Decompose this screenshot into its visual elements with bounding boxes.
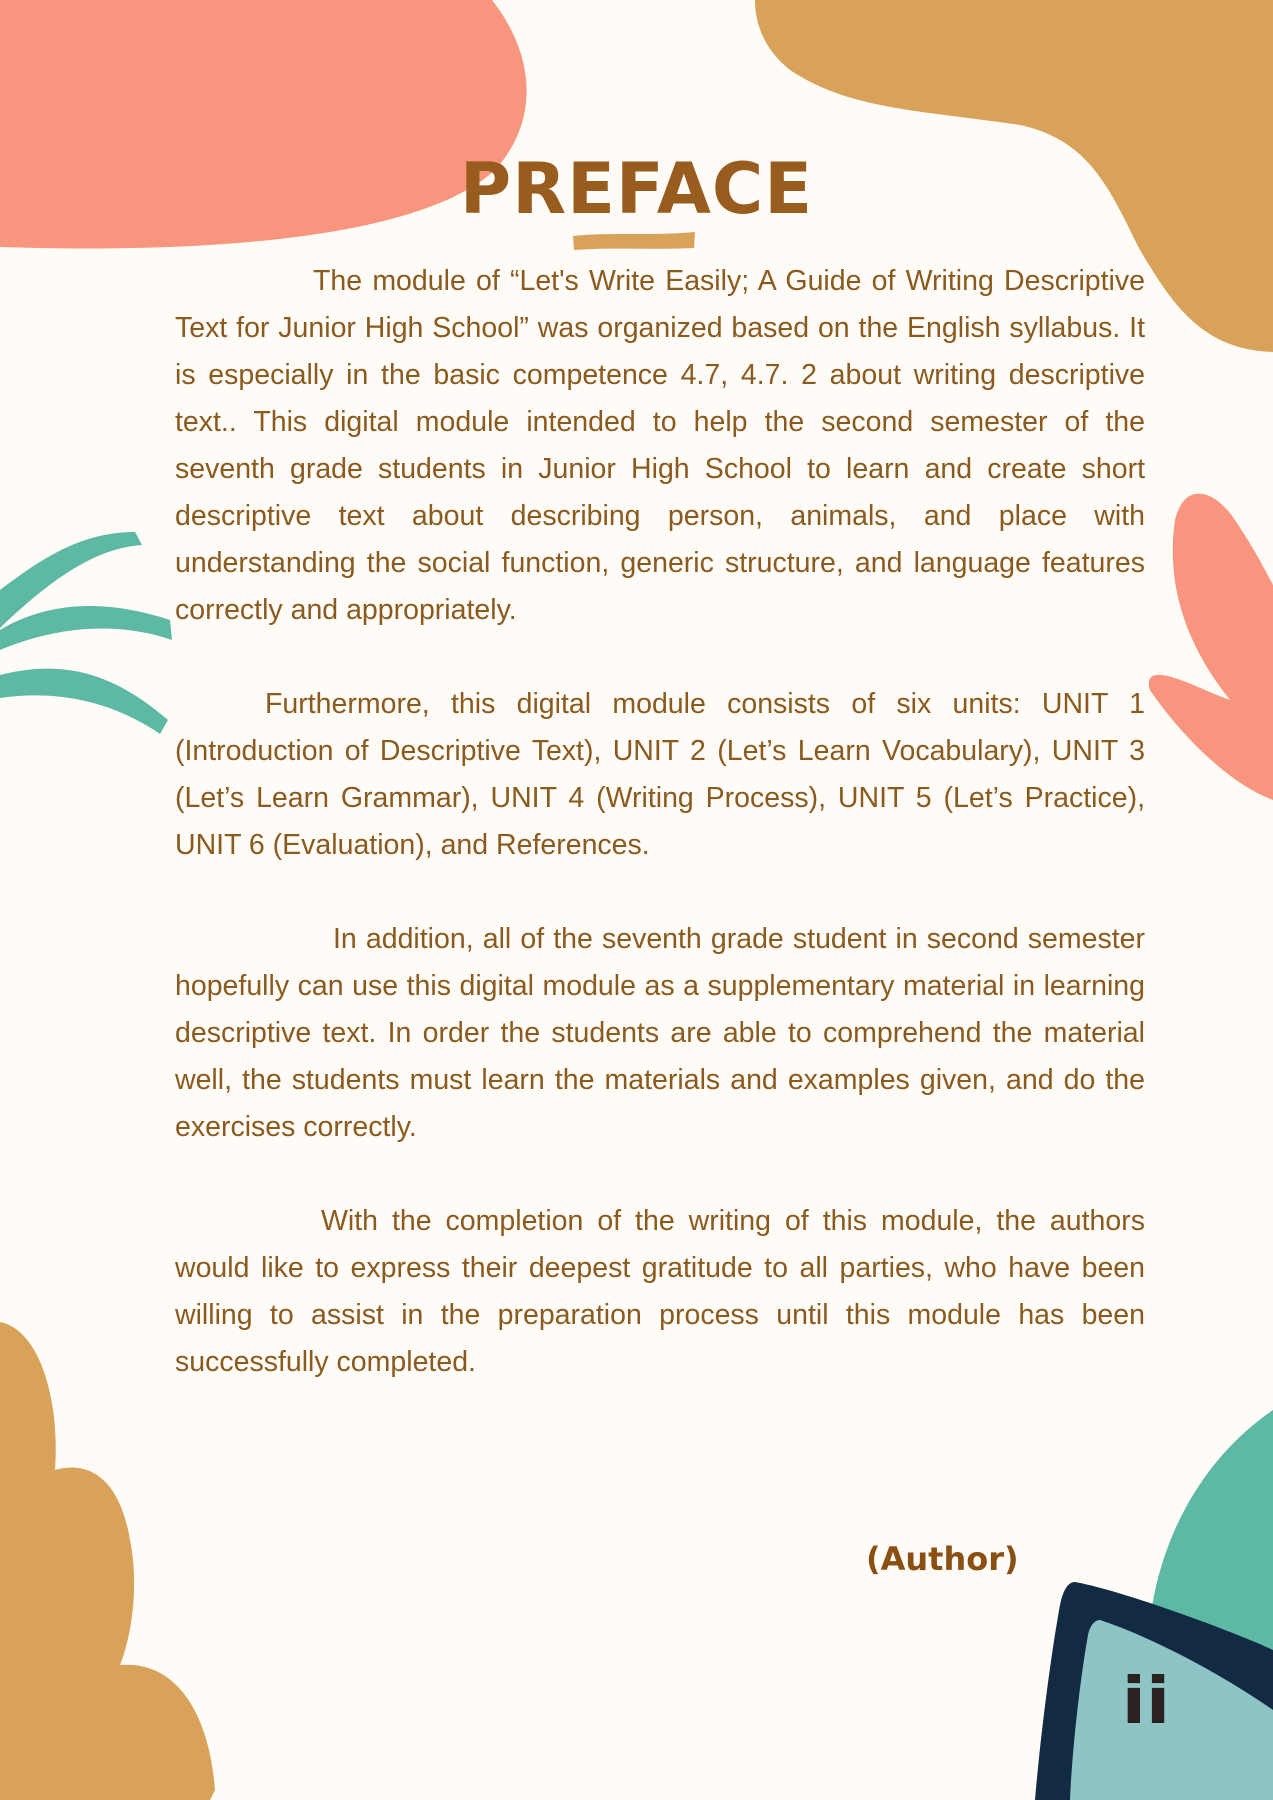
- page-number: ii: [1121, 1665, 1171, 1739]
- under-title-bar: [573, 232, 695, 250]
- teal-leaves-left: [0, 532, 172, 734]
- paragraph-1: The module of “Let's Write Easily; A Guide of Writing Descriptive Text for Junior High School” was organized based on the English syllabus. It is especially in the basic competence 4.7, 4.7. 2 about writing descriptive text.. This digital module intended to help the second semester of the seventh grade students in Junior High School to learn and create short descriptive text about describing person, animals, and place with understanding the social function, generic structure, and language features correctly and appropriately.: [175, 265, 1145, 626]
- paragraph-3: In addition, all of the seventh grade student in second semester hopefully can use this digital module as a supplementary material in learning descriptive text. In order the students are able to comprehend the material well, the students must learn the materials and examples given, and do the exercises correctly.: [175, 923, 1145, 1143]
- paragraph-2: Furthermore, this digital module consists of six units: UNIT 1 (Introduction of Descriptive Text), UNIT 2 (Let’s Learn Vocabulary), UNIT 3 (Let’s Learn Grammar), UNIT 4 (Writing Process), UNIT 5 (Let’s Practice), UNIT 6 (Evaluation), and References.: [175, 688, 1145, 861]
- author-signature: (Author): [866, 1540, 1019, 1578]
- salmon-leaf-right: [1149, 494, 1273, 800]
- page-title: PREFACE: [459, 148, 814, 230]
- preface-body: [175, 258, 1145, 1433]
- paragraph-4: With the completion of the writing of this module, the authors would like to express their deepest gratitude to all parties, who have been willing to assist in the preparation process until this module has been successfully completed.: [175, 1205, 1145, 1378]
